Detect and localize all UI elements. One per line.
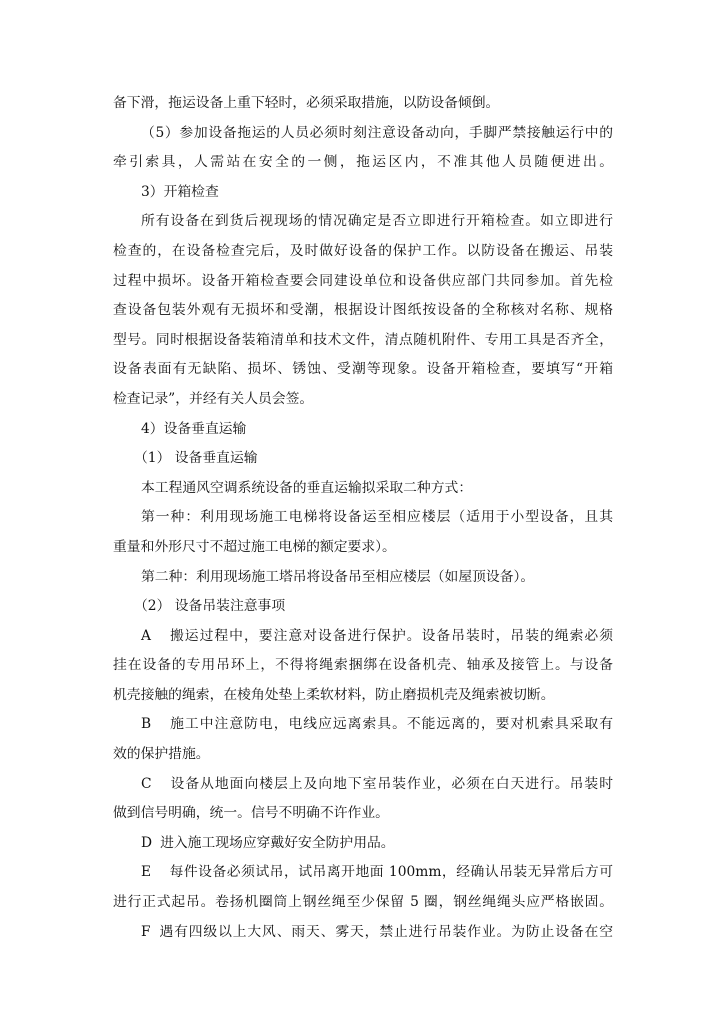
paragraph-line: 检查记录”，并经有关人员会签。	[113, 390, 314, 407]
item-label: B	[141, 716, 152, 733]
paragraph-line: （5）参加设备拖运的人员必须时刻注意设备动向，手脚严禁接触运行中的	[141, 124, 613, 141]
item-text: 进入施工现场应穿戴好安全防护用品。	[160, 834, 395, 851]
paragraph-line: 第二种：利用现场施工塔吊将设备吊至相应楼层（如屋顶设备）。	[141, 568, 535, 585]
paragraph-line: 本工程通风空调系统设备的垂直运输拟采取二种方式：	[141, 479, 473, 496]
paragraph-line: 效的保护措施。	[113, 746, 210, 763]
item-label: F	[141, 923, 151, 940]
item-label: C	[141, 775, 152, 792]
item-text: 设备从地面向楼层上及向地下室吊装作业，必须在白天进行。吊装时	[169, 775, 613, 792]
document-page	[113, 89, 613, 947]
item-text: 施工中注意防电，电线应远离索具。不能远离的，要对机索具采取有	[169, 716, 613, 733]
paragraph-line: 设备表面有无缺陷、损坏、锈蚀、受潮等现象。设备开箱检查，要填写“开箱	[113, 361, 613, 378]
paragraph-line: 进行正式起吊。卷扬机圈筒上钢丝绳至少保留 5 圈，钢丝绳绳头应严格嵌固。	[113, 894, 613, 911]
paragraph-line: 机壳接触的绳索，在棱角处垫上柔软材料，防止磨损机壳及绳索被切断。	[113, 686, 555, 703]
item-text: 每件设备必须试吊，试吊离开地面 100mm，经确认吊装无异常后方可	[169, 864, 613, 881]
paragraph-line: 备下滑，拖运设备上重下轻时，必须采取措施，以防设备倾倒。	[113, 95, 500, 111]
paragraph-line: 型号。同时根据设备装箱清单和技术文件，清点随机附件、专用工具是否齐全，	[113, 331, 613, 348]
paragraph-line: 做到信号明确，统一。信号不明确不许作业。	[113, 805, 389, 822]
item-text: 遇有四级以上大风、雨天、雾天，禁止进行吊装作业。为防止设备在空	[158, 923, 613, 940]
subsection-heading: （1） 设备垂直运输	[134, 450, 258, 467]
list-item-a	[113, 622, 613, 652]
list-item-b	[113, 710, 613, 740]
list-item-f	[113, 918, 613, 948]
paragraph-line: 重量和外形尺寸不超过施工电梯的额定要求）。	[113, 538, 396, 555]
paragraph-line: 查设备包装外观有无损坏和受潮，根据设计图纸按设备的全称核对名称、规格	[113, 302, 613, 319]
section-heading: 3）开箱检查	[141, 183, 219, 200]
paragraph-line: 牵引索具，人需站在安全的一侧，拖运区内，不准其他人员随便进出。	[113, 154, 613, 171]
paragraph-line: 所有设备在到货后视现场的情况确定是否立即进行开箱检查。如立即进行	[141, 213, 613, 230]
paragraph-line: 挂在设备的专用吊环上，不得将绳索捆绑在设备机壳、轴承及接管上。与设备	[113, 657, 613, 674]
subsection-heading: （2） 设备吊装注意事项	[134, 598, 286, 615]
item-label: A	[141, 627, 151, 644]
list-item-d	[113, 829, 613, 859]
item-text: 搬运过程中，要注意对设备进行保护。设备吊装时，吊装的绳索必须	[168, 627, 613, 644]
item-label: D	[141, 834, 153, 851]
paragraph-line: 第一种：利用现场施工电梯将设备运至相应楼层（适用于小型设备，且其	[141, 509, 613, 526]
paragraph-line: 检查的，在设备检查完后，及时做好设备的保护工作。以防设备在搬运、吊装	[113, 242, 613, 259]
list-item-e	[113, 858, 613, 888]
item-label: E	[141, 864, 152, 881]
paragraph-line: 过程中损坏。设备开箱检查要会同建设单位和设备供应部门共同参加。首先检	[113, 272, 613, 289]
section-heading: 4）设备垂直运输	[141, 420, 247, 437]
list-item-c	[113, 770, 613, 800]
